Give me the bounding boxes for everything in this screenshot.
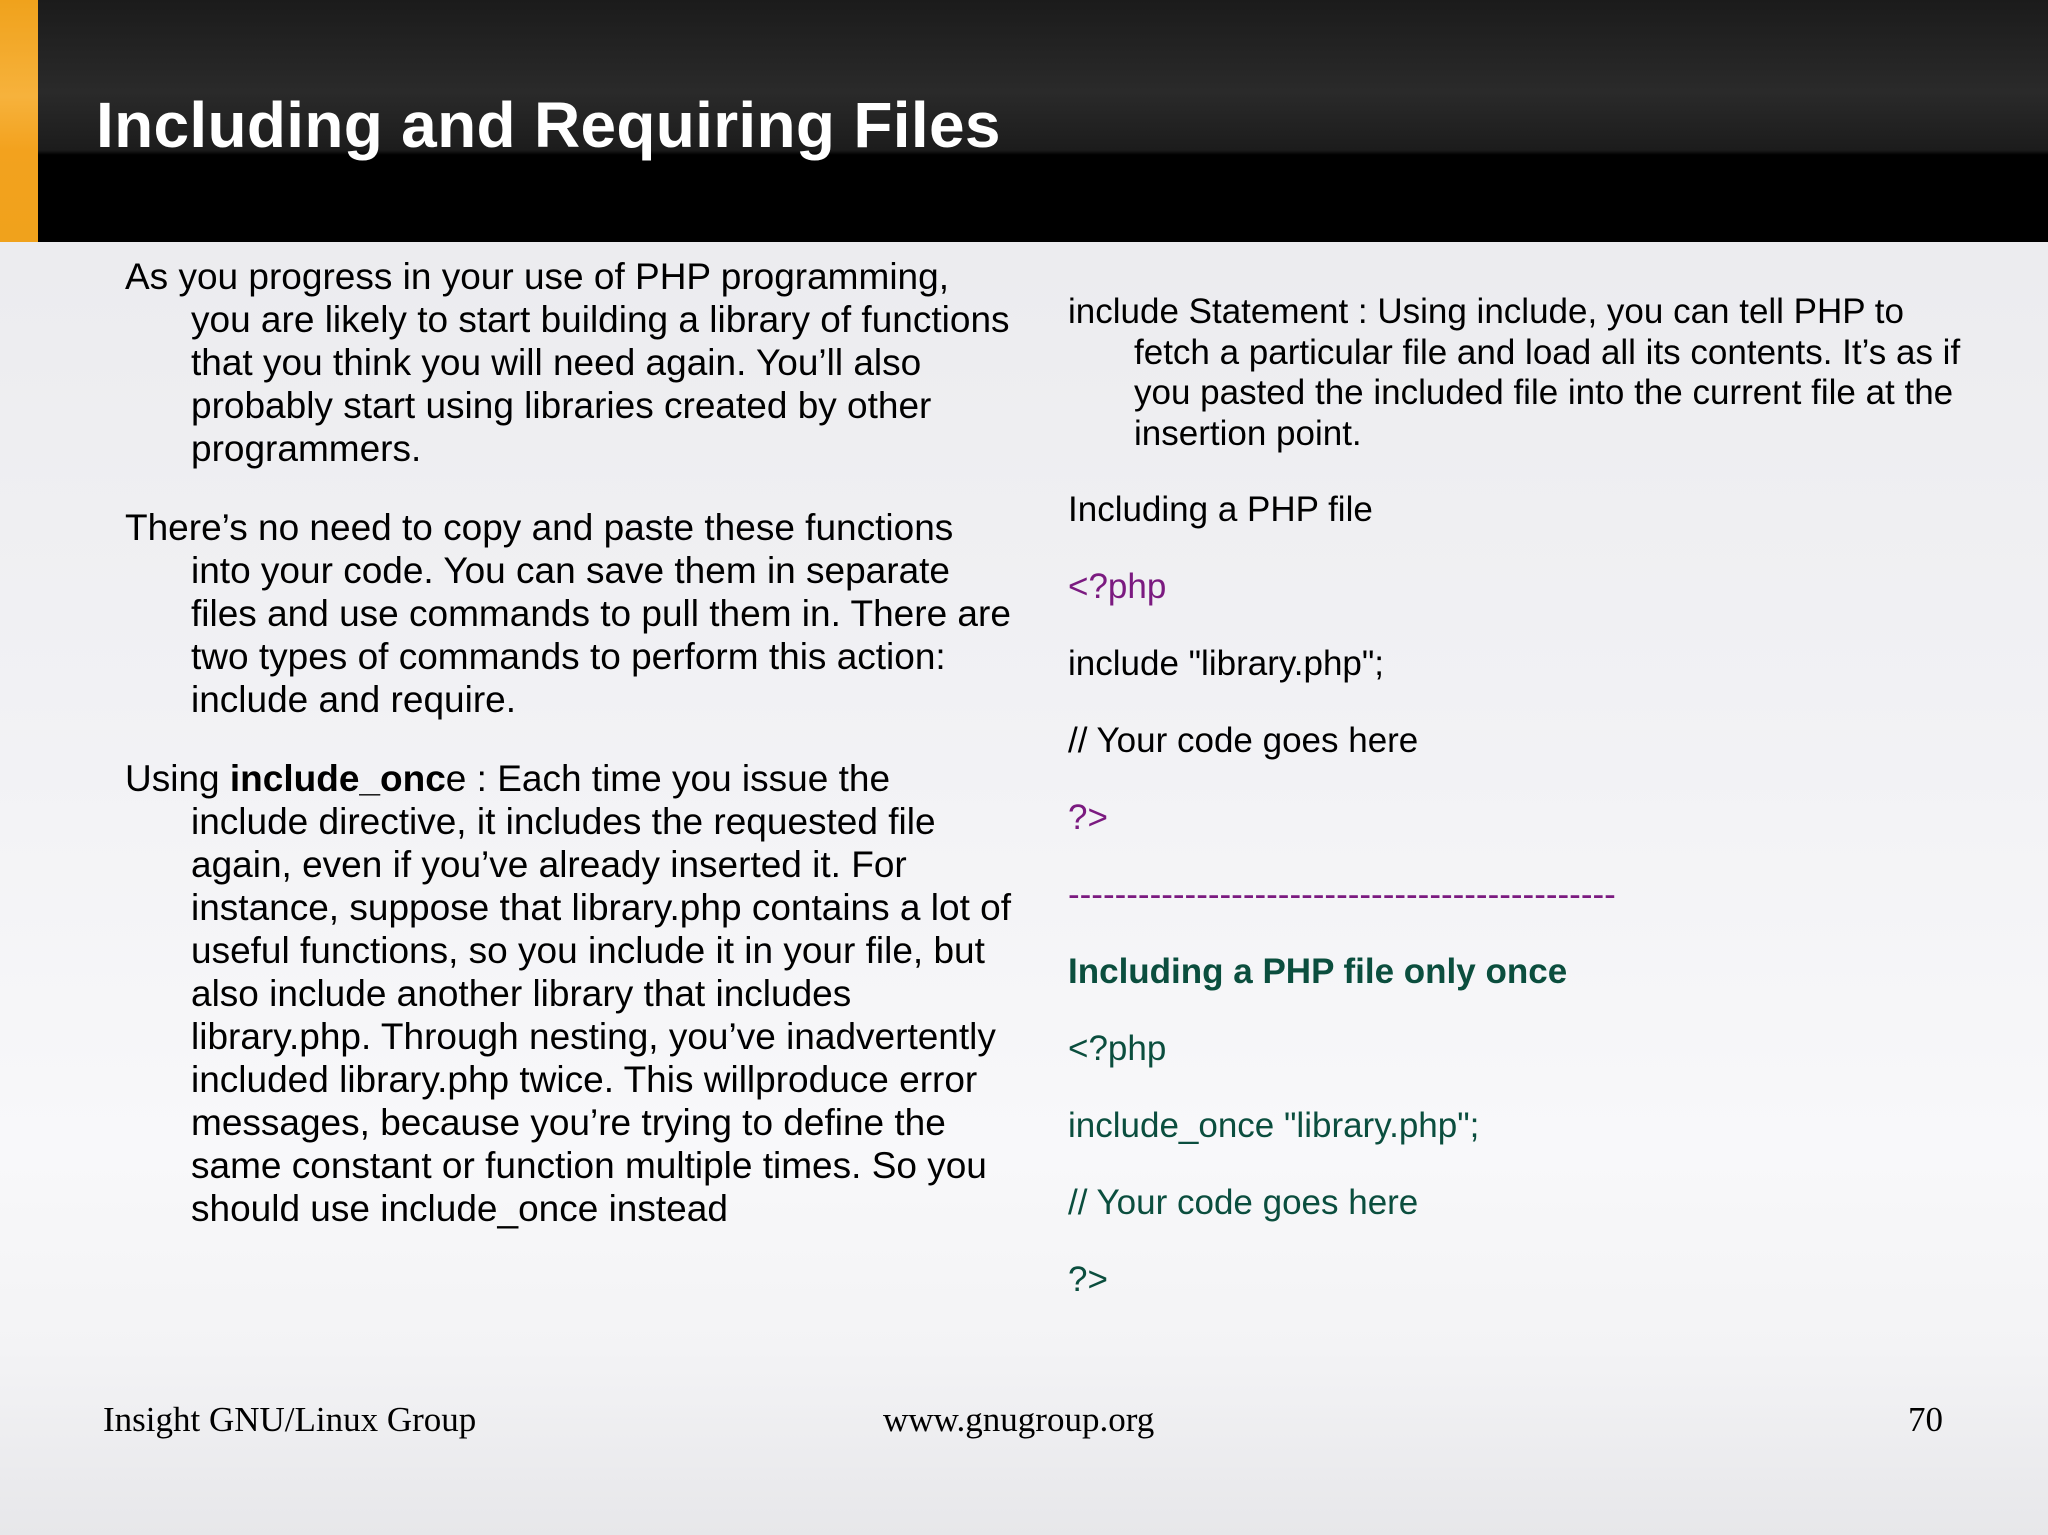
include-statement-text: include Statement : Using include, you can tell PHP to fetch a particular file and load all its contents. It’s as if you pasted the included file into the current file at the insertion point. [1068,292,1961,453]
right-column [1068,292,1968,1299]
code2-include-line: include_once "library.php"; [1068,1106,1480,1145]
para3-rest: e : Each time you issue the include directive, it includes the requested file again, even if you’ve already inserted it. For instance, suppose that library.php contains a lot of useful functions, so you include it in your file, but also include another library that includes library.php. Through nesting, you’ve inadvertently included library.php twice. This willproduce error messages, because you’re trying to define the same constant or function multiple times. So you should use include_once instead [191,758,1011,1229]
footer-page-number: 70 [1908,1400,1943,1439]
separator-line: ----------------------------------------------- [1068,875,1616,914]
accent-stripe [0,0,38,242]
paragraph-include-once [125,757,1015,1230]
slide-title: Including and Requiring Files [96,89,1001,161]
code2-open-tag: <?php [1068,1029,1167,1068]
code-open-tag: <?php [1068,567,1167,606]
code-include-line: include "library.php"; [1068,644,1385,683]
para3-keyword: include_onc [229,758,446,799]
code2-close-tag: ?> [1068,1260,1108,1299]
para3-prefix: Using [125,758,230,799]
code-comment-line: // Your code goes here [1068,721,1419,760]
left-column [125,255,1015,1266]
footer-organization: Insight GNU/Linux Group [103,1400,477,1439]
heading-include-once: Including a PHP file only once [1068,952,1568,991]
paragraph-commands: There’s no need to copy and paste these functions into your code. You can save them in separate files and use commands to pull them in. There are two types of commands to perform this action: include and require. [125,507,1011,720]
paragraph-intro: As you progress in your use of PHP programming, you are likely to start building a library of functions that you think you will need again. You’ll also probably start using libraries created by other programmers. [125,256,1010,469]
code-close-tag: ?> [1068,798,1108,837]
footer-website: www.gnugroup.org [883,1400,1155,1439]
heading-including-file: Including a PHP file [1068,490,1373,529]
code2-comment-line: // Your code goes here [1068,1183,1419,1222]
